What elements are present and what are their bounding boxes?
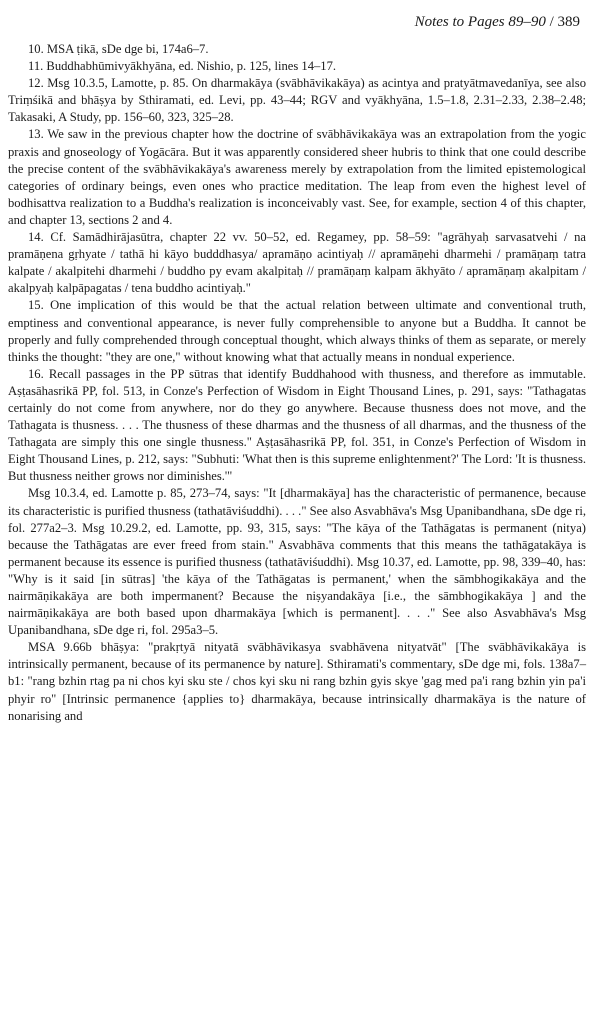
note-13: 13. We saw in the previous chapter how the doctrine of svābhāvikakāya was an extrapolation from the yogic praxis and gnoseology of Yogācāra. But it was apparently considered sheer hubris to think that one could describe the precise content of the svābhāvikakāya's awareness merely by extrapolation from the limited epistemological categories of ordinary beings, even ones who practice meditation. The leap from even the highest level of bodhisattva realization to a Buddha's realization is inconceivably vast. See, for example, section 4 of this chapter, and chapter 13, sections 2 and 4. [8,127,586,227]
note-12: 12. Msg 10.3.5, Lamotte, p. 85. On dharmakāya (svābhāvikakāya) as acintya and pratyātmavedanīya, see also Triṃśikā and bhāṣya by Sthiramati, ed. Levi, pp. 43–44; RGV and vyākhyāna, 1.5–1.8, 2.31–2.33, 2.38–2.48; Takasaki, A Study, pp. 156–60, 323, 325–28. [8,76,586,125]
note-16-continued-msa: MSA 9.66b bhāṣya: "prakṛtyā nityatā svābhāvikasya svabhāvena nityatvāt" [The svābhāvikakāya is intrinsically permanent, because of its permanence by nature]. Sthiramati's commentary, sDe dge mi, fols. 138a7–b1: "rang bzhin rtag pa ni chos kyi sku ste / chos kyi sku ni rang bzhin gyis skye 'gag med pa'i rang bzhin yin pa'i phyir ro" [Intrinsic permanence {applies to} dharmakāya, because intrinsically dharmakāya is the nature of nonarising and [8,640,586,723]
running-head [8,14,586,31]
endnotes [8,41,586,725]
note-16-continued-msg: Msg 10.3.4, ed. Lamotte p. 85, 273–74, says: "It [dharmakāya] has the characteristic of permanence, because its characteristic is purified thusness (tathatāviśuddhi). . . ." See also Asvabhāva's Msg Upanibandhana, sDe dge ri, fol. 277a2–3. Msg 10.29.2, ed. Lamotte, pp. 93, 315, says: "The kāya of the Tathāgatas is permanent (nitya) because the Tathāgatas are ever freed from stain." Asvabhāva comments that this means the tathāgatakāya is permanent because its essence is purified thusness (tathatāviśuddhi). Msg 10.37, ed. Lamotte, pp. 98, 339–40, has: "Why is it said [in sūtras] 'the kāya of the Tathāgatas is permanent,' when the sāmbhogikakāya and the nairmāṇikakāya are both impermanent? Because the niṣyandakāya [i.e., the sāmbhogikakāya ] and the nairmāṇikakāya are both based upon dharmakāya [which is permanent]. . . ." See also Asvabhāva's Msg Upanibandhana, sDe dge ri, fol. 295a3–5. [8,486,586,638]
note-11: 11. Buddhabhūmivyākhyāna, ed. Nishio, p. 125, lines 14–17. [28,59,337,74]
running-head-title: Notes to Pages 89–90 [414,14,546,30]
running-head-separator: / [549,14,554,30]
note-16: 16. Recall passages in the PP sūtras that identify Buddhahood with thusness, and therefore as immutable. Aṣṭasāhasrikā PP, fol. 513, in Conze's Perfection of Wisdom in Eight Thousand Lines, p. 291, says: "Tathagatas certainly do not come from anywhere, nor do they go anywhere. Because thusness does not move, and the Tathagata is thusness. . . . The thusness of these dharmas and the thusness of all dharmas, and the thusness of the Tathagata are simply this one single thusness." Aṣṭasāhasrikā PP, fol. 351, in Conze's Perfection of Wisdom in Eight Thousand Lines, p. 212, says: "Subhuti: 'What then is this supreme enlightenment?' The Lord: 'It is thusness. But thusness neither grows nor diminishes.'" [8,366,586,484]
note-15: 15. One implication of this would be that the actual relation between ultimate and conventional truth, emptiness and conventional appearance, is never fully comprehensible to anyone but a Buddha. It cannot be properly and fully comprehended through conceptual thought, which always thinks of them as separate, or merely thinks the thought: "they are one," without knowing what that actually means in nondual experience. [8,298,586,364]
note-14: 14. Cf. Samādhirājasūtra, chapter 22 vv. 50–52, ed. Regamey, pp. 58–59: "agrāhyaḥ sarvasatvehi / na pramāṇena gṛhyate / tathā hi kāyo budddhasya/ apramāṇo acintiyaḥ // apramāṇehi dharmehi / pramāṇaṃ tatra kalpate / akalpitehi dharmehi / buddho py evam akalpitaḥ // pramāṇaṃ kalpam ākhyāto / apramāṇaṃ akalpitam / akalpyaḥ kalpāpagatas / tena buddho acintiyaḥ." [8,230,586,296]
note-10: 10. MSA ṭikā, sDe dge bi, 174a6–7. [28,42,209,56]
page-number: 389 [557,14,580,30]
